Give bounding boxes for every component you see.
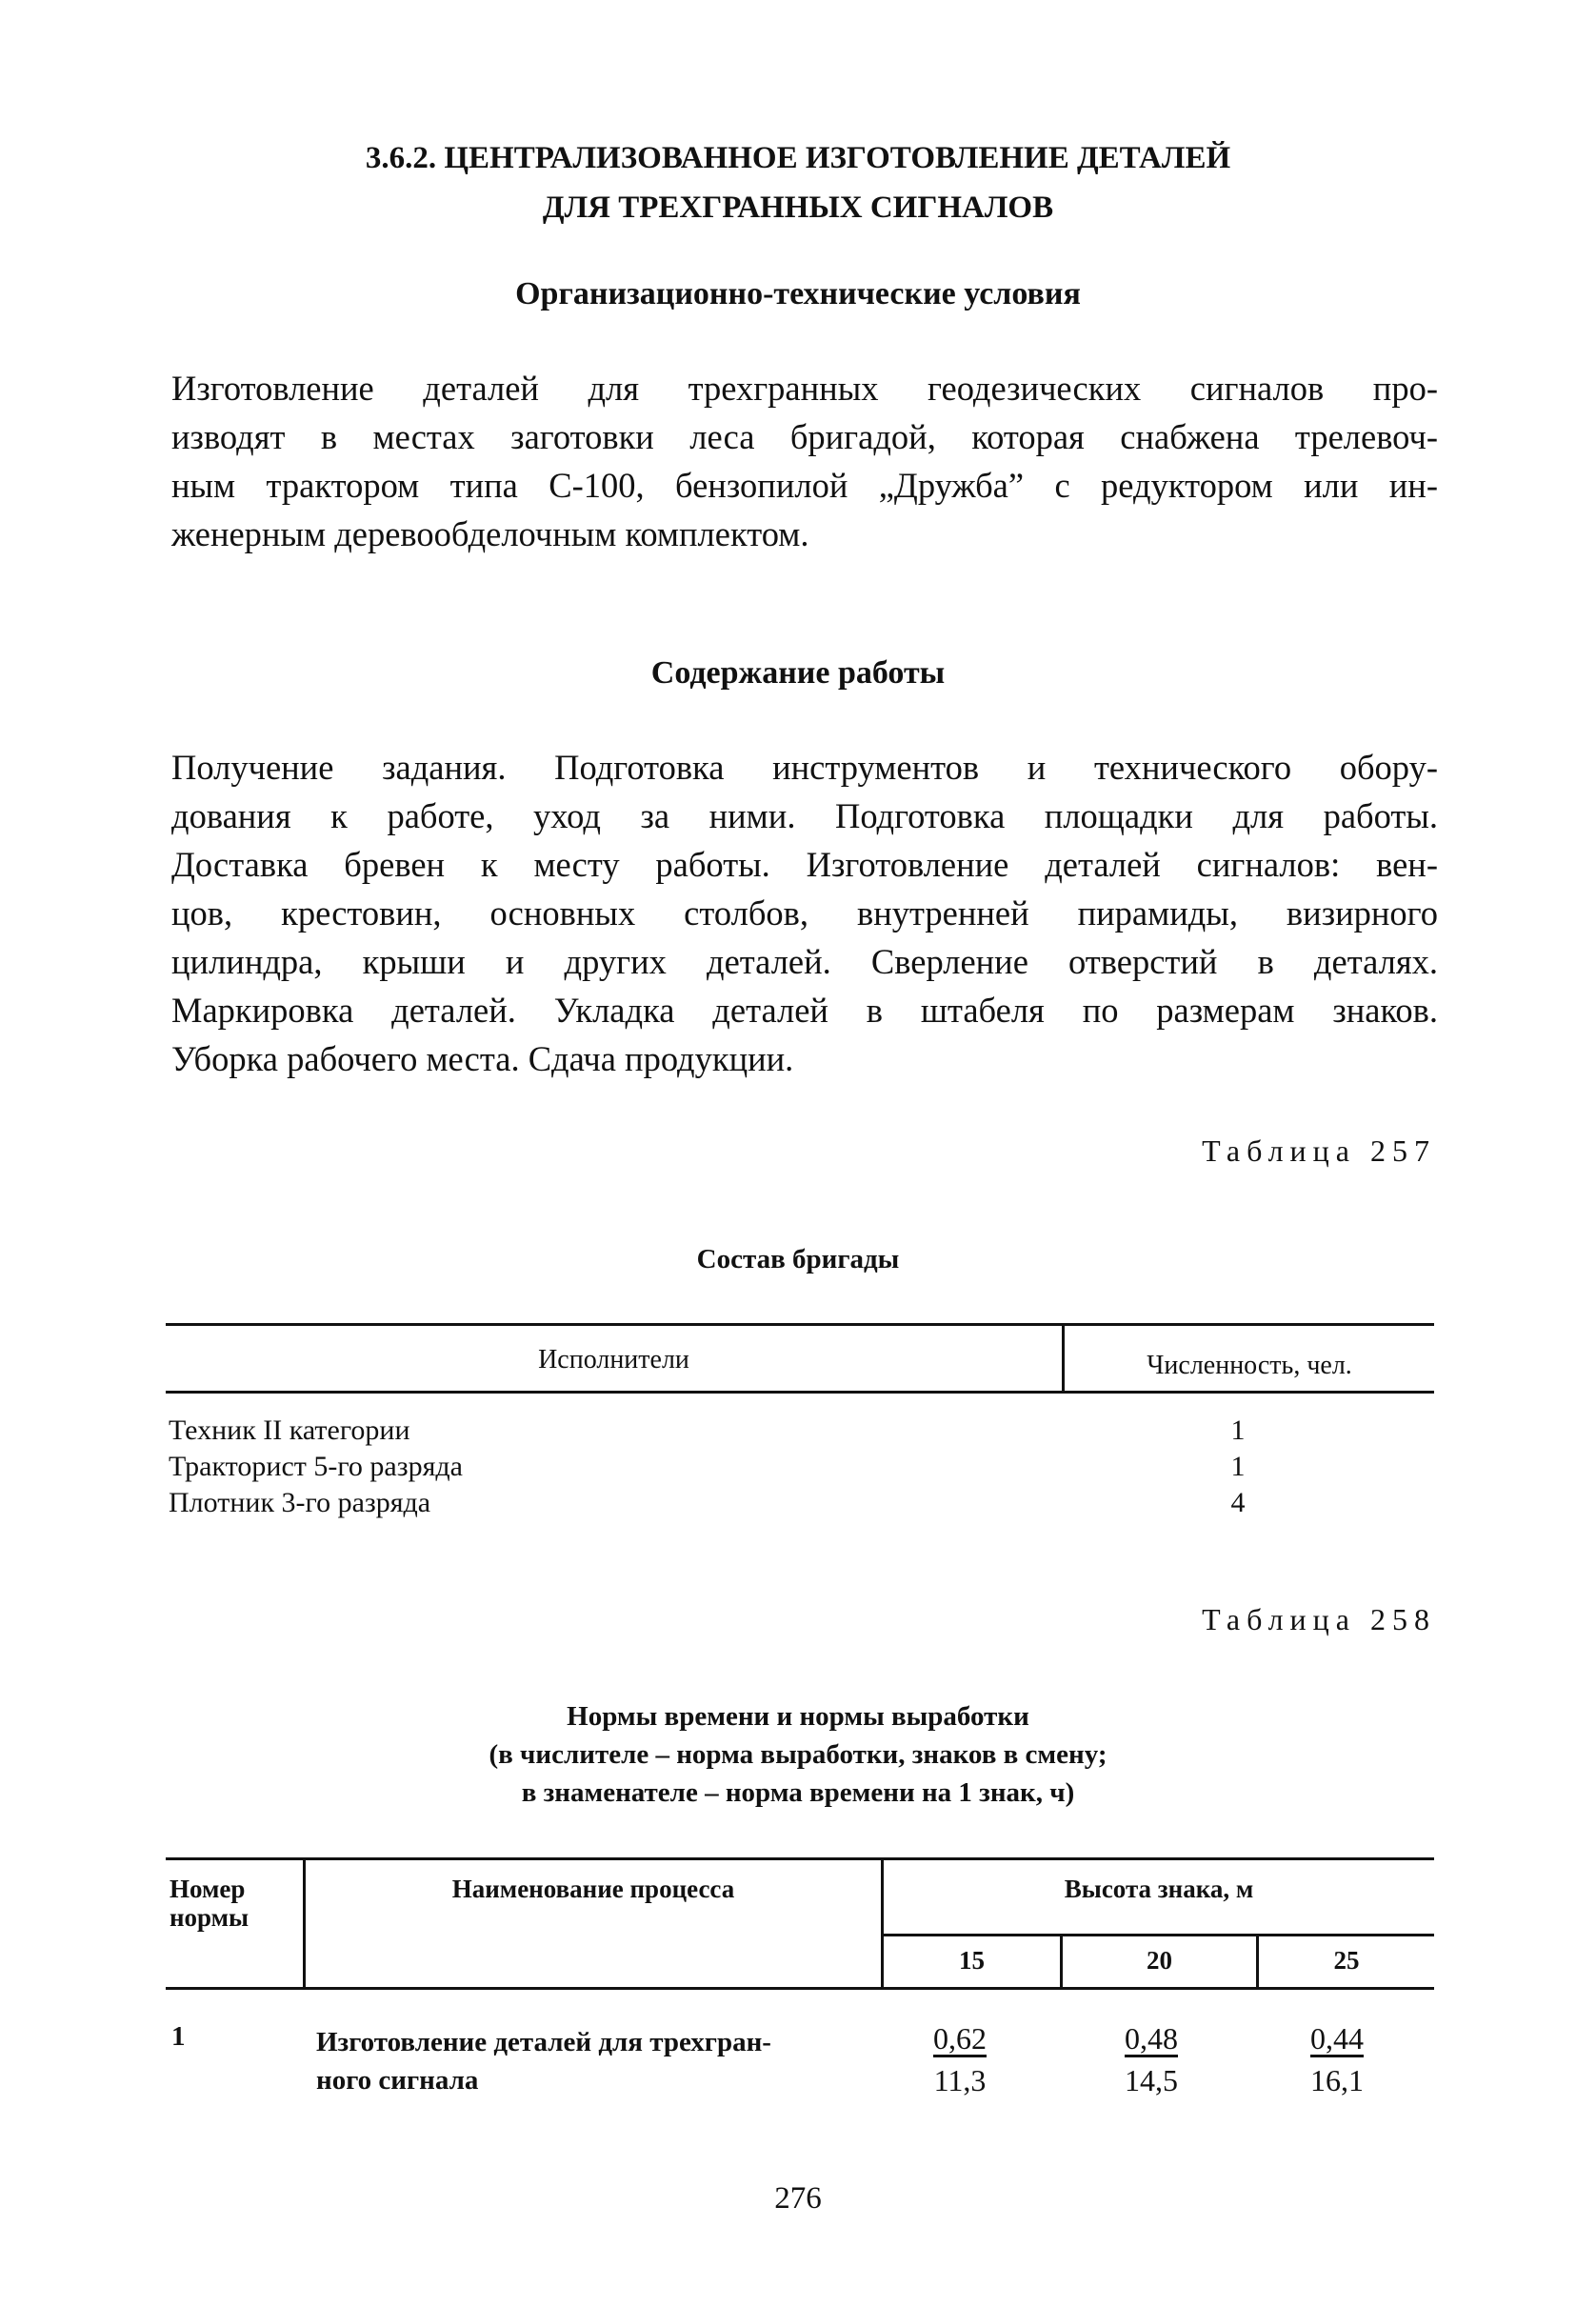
paragraph-line: цов, крестовин, основных столбов, внутренней пирамиды, визирного [171, 893, 1438, 933]
norm-fraction-height-25 [1285, 2017, 1389, 2101]
table-258-header-bottom-rule [166, 1987, 1434, 1990]
paragraph-line: Доставка бревен к месту работы. Изготовление деталей сигналов: вен- [171, 845, 1438, 884]
fraction-denominator: 16,1 [1310, 2063, 1364, 2097]
table-257-header-rule [166, 1391, 1434, 1394]
table-row-count: 1 [1230, 1451, 1246, 1482]
table-258-header-norm-number: Номер нормы [170, 1875, 249, 1932]
table-257-label: Таблица 257 [1202, 1133, 1436, 1168]
caption-line: Нормы времени и нормы выработки [567, 1701, 1029, 1732]
table-row-norm-number: 1 [171, 2021, 186, 2052]
fraction-denominator: 11,3 [933, 2063, 987, 2097]
work-paragraph [171, 743, 1438, 1083]
paragraph-line: женерным деревообделочным комплектом. [171, 514, 809, 553]
table-258-header-height-20: 20 [1147, 1946, 1172, 1975]
section-title [0, 133, 1596, 232]
paragraph-line: дования к работе, уход за ними. Подготовка площадки для работы. [171, 796, 1438, 835]
fraction-numerator: 0,44 [1310, 2021, 1364, 2056]
paragraph-line: цилиндра, крыши и других деталей. Сверление отверстий в деталях. [171, 942, 1438, 981]
table-row-process: Изготовление деталей для трехгран- ного сигнала [316, 2027, 771, 2096]
fraction-denominator: 14,5 [1125, 2063, 1178, 2097]
paragraph-line: Получение задания. Подготовка инструментов и технического обору- [171, 748, 1438, 787]
work-heading: Содержание работы [650, 655, 946, 691]
conditions-heading: Организационно-технические условия [515, 276, 1081, 311]
paragraph-line: Изготовление деталей для трехгранных геодезических сигналов про- [171, 369, 1438, 408]
table-row-name: Техник II категории [169, 1414, 410, 1446]
paragraph-line: изводят в местах заготовки леса бригадой, которая снабжена трелевоч- [171, 417, 1438, 456]
table-258-header-height-15: 15 [959, 1946, 985, 1975]
paragraph-line: Маркировка деталей. Укладка деталей в штабеля по размерам знаков. [171, 991, 1438, 1030]
table-258-label: Таблица 258 [1202, 1602, 1436, 1636]
section-title-line-2: ДЛЯ ТРЕХГРАННЫХ СИГНАЛОВ [542, 191, 1054, 225]
caption-line: (в числителе – норма выработки, знаков в смену; [489, 1739, 1107, 1770]
table-row-count: 1 [1230, 1414, 1246, 1446]
page-number: 276 [774, 2181, 822, 2216]
table-row-name: Плотник 3-го разряда [169, 1487, 431, 1518]
caption-line: в знаменателе – норма времени на 1 знак, ч) [521, 1777, 1075, 1808]
section-title-line-1: 3.6.2. ЦЕНТРАЛИЗОВАННОЕ ИЗГОТОВЛЕНИЕ ДЕТАЛЕЙ [365, 141, 1231, 175]
table-258-caption [0, 1697, 1596, 1812]
table-257-caption: Состав бригады [696, 1244, 900, 1274]
table-257-header-count: Численность, чел. [1147, 1351, 1352, 1380]
table-row-count: 4 [1230, 1487, 1246, 1518]
norm-fraction-height-15 [908, 2017, 1012, 2101]
conditions-paragraph [171, 364, 1438, 558]
table-258-header-height: Высота знака, м [1064, 1875, 1254, 1903]
fraction-numerator: 0,48 [1125, 2021, 1178, 2056]
table-258-top-rule [166, 1857, 1434, 1860]
paragraph-line: ным трактором типа С-100, бензопилой „Дружба” с редуктором или ин- [171, 466, 1438, 505]
paragraph-line: Уборка рабочего места. Сдача продукции. [171, 1039, 794, 1078]
table-257-header-performers: Исполнители [538, 1345, 689, 1374]
table-258-height-subheader-rule [881, 1934, 1434, 1936]
table-258-header-process: Наименование процесса [451, 1875, 735, 1903]
table-258-header-height-25: 25 [1333, 1946, 1360, 1975]
norm-fraction-height-20 [1099, 2017, 1204, 2101]
table-257-top-rule [166, 1323, 1434, 1326]
table-row-name: Тракторист 5-го разряда [169, 1451, 463, 1482]
fraction-numerator: 0,62 [933, 2021, 987, 2056]
